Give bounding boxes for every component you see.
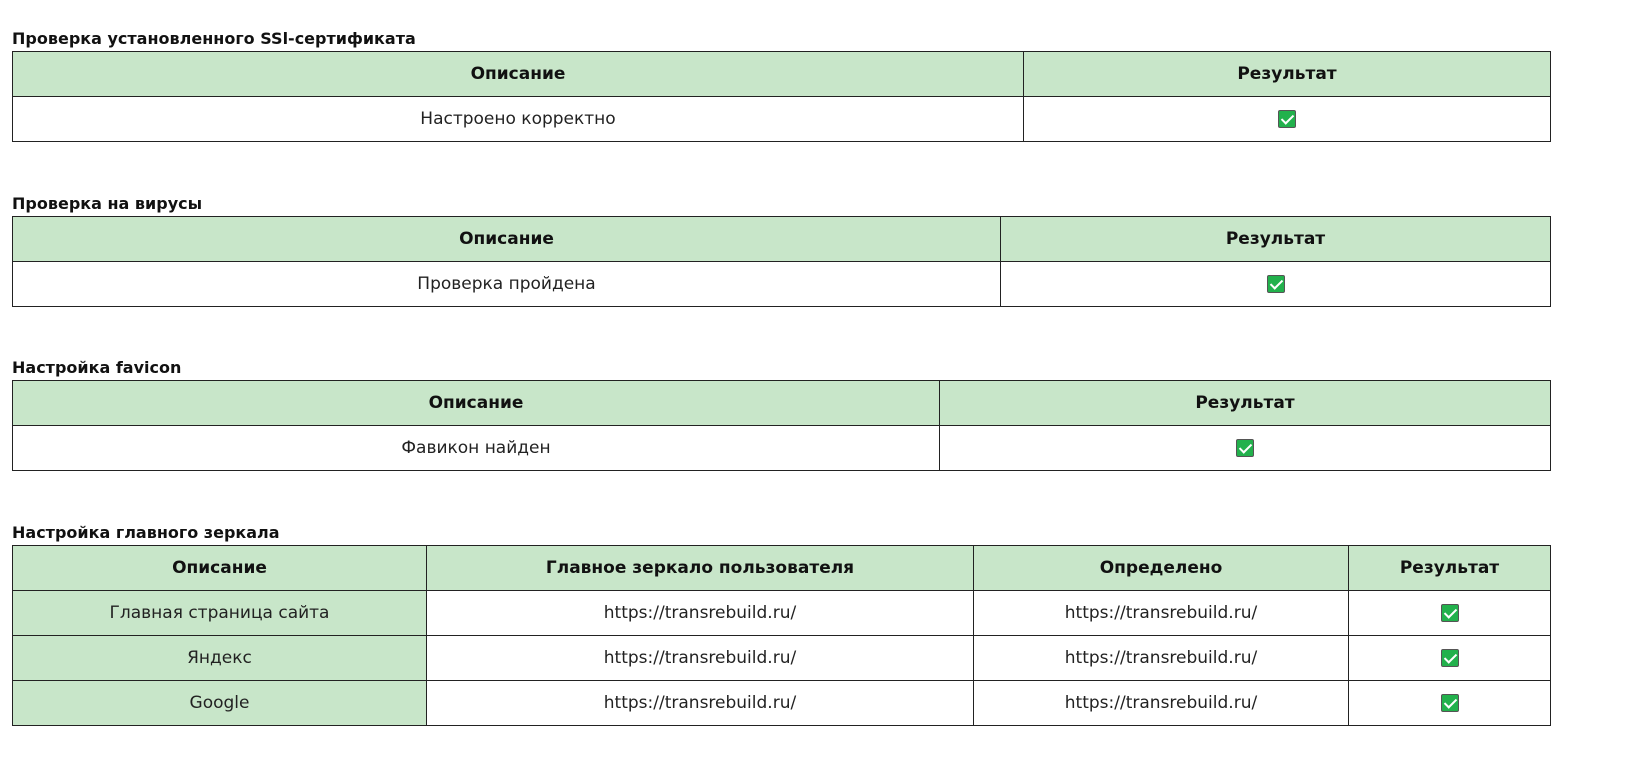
check-icon (1441, 694, 1459, 712)
column-header-result: Результат (1024, 52, 1551, 97)
table-row (13, 262, 1551, 307)
check-icon (1236, 439, 1254, 457)
table-header-row (13, 546, 1551, 591)
table-header-row (13, 52, 1551, 97)
detected-cell: https://transrebuild.ru/ (974, 636, 1349, 681)
favicon-section (12, 358, 1550, 471)
column-header-result: Результат (1001, 217, 1551, 262)
check-icon (1267, 275, 1285, 293)
detected-cell: https://transrebuild.ru/ (974, 681, 1349, 726)
result-cell (1349, 681, 1551, 726)
column-header-result: Результат (1349, 546, 1551, 591)
user-mirror-cell: https://transrebuild.ru/ (427, 636, 974, 681)
mirror-section (12, 523, 1550, 726)
description-cell: Фавикон найден (13, 426, 940, 471)
user-mirror-cell: https://transrebuild.ru/ (427, 591, 974, 636)
user-mirror-cell: https://transrebuild.ru/ (427, 681, 974, 726)
virus-table (12, 216, 1551, 307)
column-header-description: Описание (13, 52, 1024, 97)
description-cell: Яндекс (13, 636, 427, 681)
check-icon (1441, 604, 1459, 622)
table-header-row (13, 381, 1551, 426)
ssl-section-title: Проверка установленного SSl-сертификата (12, 29, 416, 48)
description-cell: Google (13, 681, 427, 726)
result-cell (1001, 262, 1551, 307)
mirror-section-title: Настройка главного зеркала (12, 523, 280, 542)
table-row (13, 636, 1551, 681)
check-icon (1278, 110, 1296, 128)
ssl-table (12, 51, 1551, 142)
result-cell (940, 426, 1551, 471)
column-header-description: Описание (13, 217, 1001, 262)
result-cell (1349, 591, 1551, 636)
table-header-row (13, 217, 1551, 262)
description-cell: Проверка пройдена (13, 262, 1001, 307)
check-icon (1441, 649, 1459, 667)
description-cell: Главная страница сайта (13, 591, 427, 636)
favicon-section-title: Настройка favicon (12, 358, 182, 377)
column-header-user-mirror: Главное зеркало пользователя (427, 546, 974, 591)
column-header-result: Результат (940, 381, 1551, 426)
table-row (13, 426, 1551, 471)
description-cell: Настроено корректно (13, 97, 1024, 142)
column-header-detected: Определено (974, 546, 1349, 591)
result-cell (1349, 636, 1551, 681)
ssl-section (12, 29, 1550, 142)
result-cell (1024, 97, 1551, 142)
table-row (13, 97, 1551, 142)
column-header-description: Описание (13, 546, 427, 591)
detected-cell: https://transrebuild.ru/ (974, 591, 1349, 636)
virus-section-title: Проверка на вирусы (12, 194, 203, 213)
favicon-table (12, 380, 1551, 471)
virus-section (12, 194, 1550, 307)
table-row (13, 681, 1551, 726)
table-row (13, 591, 1551, 636)
mirror-table (12, 545, 1551, 726)
column-header-description: Описание (13, 381, 940, 426)
